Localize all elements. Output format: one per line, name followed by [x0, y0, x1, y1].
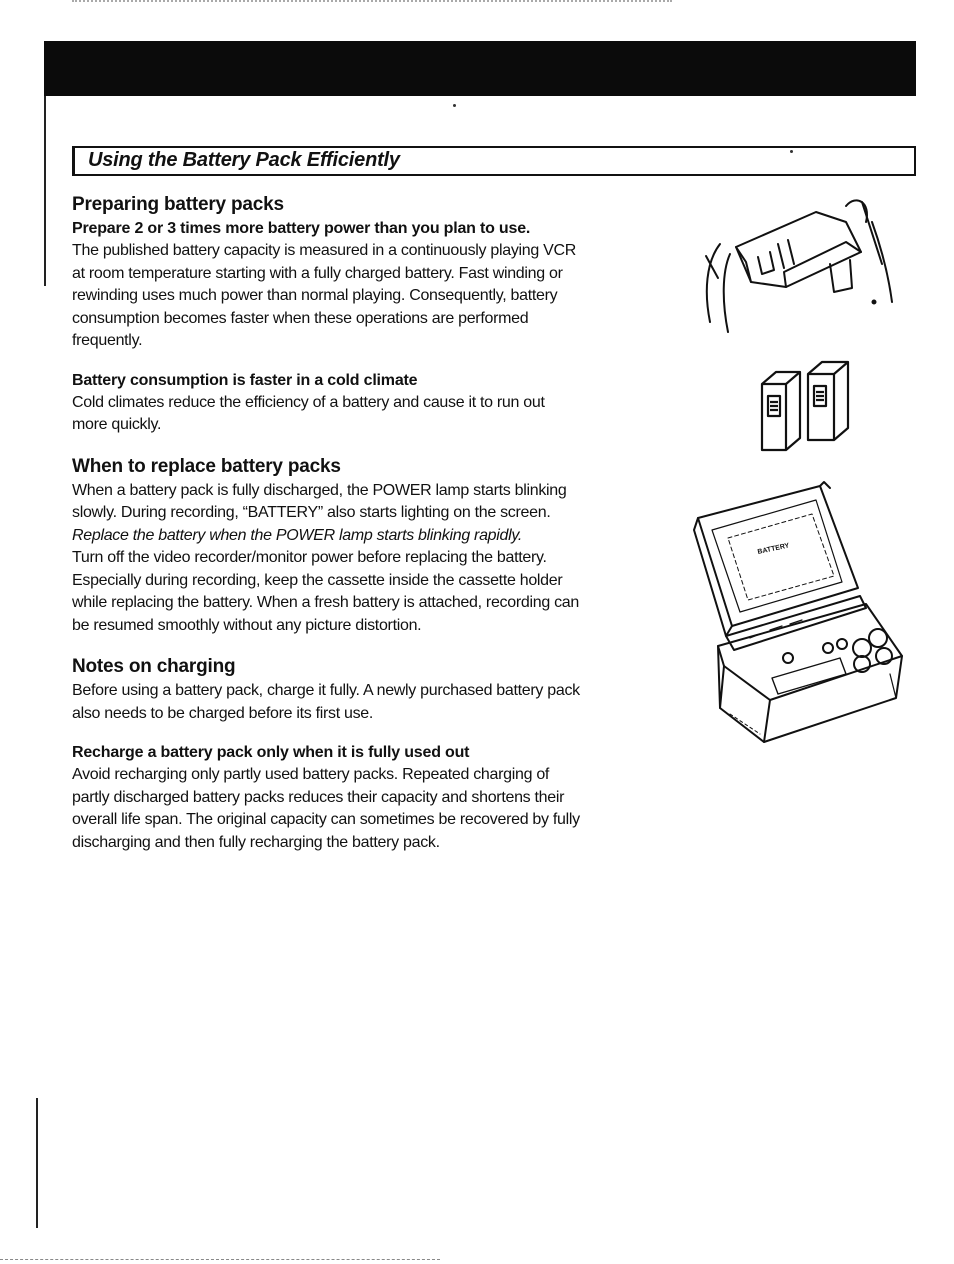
- bottom-scan-edge: [0, 1259, 440, 1260]
- paragraph-line: at room temperature starting with a fully charged battery. Fast winding or: [72, 264, 563, 282]
- paragraph-line: also needs to be charged before its first use.: [72, 704, 374, 722]
- heading-charging: Notes on charging: [72, 656, 236, 677]
- paragraph-line: When a battery pack is fully discharged, the POWER lamp starts blinking: [72, 481, 567, 499]
- section-title: Using the Battery Pack Efficiently: [88, 149, 400, 171]
- paragraph-line: discharging and then fully recharging the battery pack.: [72, 833, 440, 851]
- paragraph-line: overall life span. The original capacity can sometimes be recovered by fully: [72, 811, 580, 828]
- top-scan-edge: [72, 0, 672, 5]
- scan-speck: [453, 104, 456, 107]
- section-title-box: [72, 146, 916, 176]
- paragraph-line: rewinding uses much power than normal playing. Consequently, battery: [72, 287, 558, 304]
- heading-replace: When to replace battery packs: [72, 455, 341, 477]
- paragraph-line: Replace the battery when the POWER lamp starts blinking rapidly.: [72, 526, 523, 544]
- paragraph-line: slowly. During recording, “BATTERY” also starts lighting on the screen.: [72, 504, 551, 521]
- paragraph-line: Avoid recharging only partly used battery packs. Repeated charging of: [72, 766, 550, 783]
- paragraph-line: The published battery capacity is measured in a continuously playing VCR: [72, 242, 577, 259]
- subheading-recharge: Recharge a battery pack only when it is fully used out: [72, 744, 470, 761]
- left-margin-mark: [36, 1098, 38, 1228]
- subheading-cold-climate: Battery consumption is faster in a cold climate: [72, 371, 418, 389]
- content-column: [72, 192, 682, 854]
- heading-preparing: Preparing battery packs: [72, 194, 284, 215]
- paragraph-line: frequently.: [72, 332, 143, 349]
- paragraph-line: Before using a battery pack, charge it fully. A newly purchased battery pack: [72, 682, 580, 699]
- spare-batteries-illustration: [756, 358, 862, 454]
- paragraph-line: Cold climates reduce the efficiency of a battery and cause it to run out: [72, 393, 545, 411]
- paragraph-line: while replacing the battery. When a fresh battery is attached, recording can: [72, 594, 579, 611]
- paragraph-line: partly discharged battery packs reduces their capacity and shortens their: [72, 788, 565, 806]
- recorder-monitor-illustration: [690, 478, 910, 748]
- paragraph-line: be resumed smoothly without any picture distortion.: [72, 616, 422, 634]
- left-margin-rule: [44, 96, 46, 286]
- paragraph-line: Especially during recording, keep the cassette inside the cassette holder: [72, 571, 563, 589]
- screen-battery-text: BATTERY: [756, 542, 790, 556]
- paragraph-line: Turn off the video recorder/monitor power before replacing the battery.: [72, 549, 547, 566]
- subheading-prepare: Prepare 2 or 3 times more battery power than you plan to use.: [72, 220, 531, 237]
- battery-attach-illustration: [696, 192, 896, 337]
- header-bar: [44, 41, 916, 96]
- paragraph-line: more quickly.: [72, 416, 162, 433]
- paragraph-line: consumption becomes faster when these operations are performed: [72, 309, 529, 327]
